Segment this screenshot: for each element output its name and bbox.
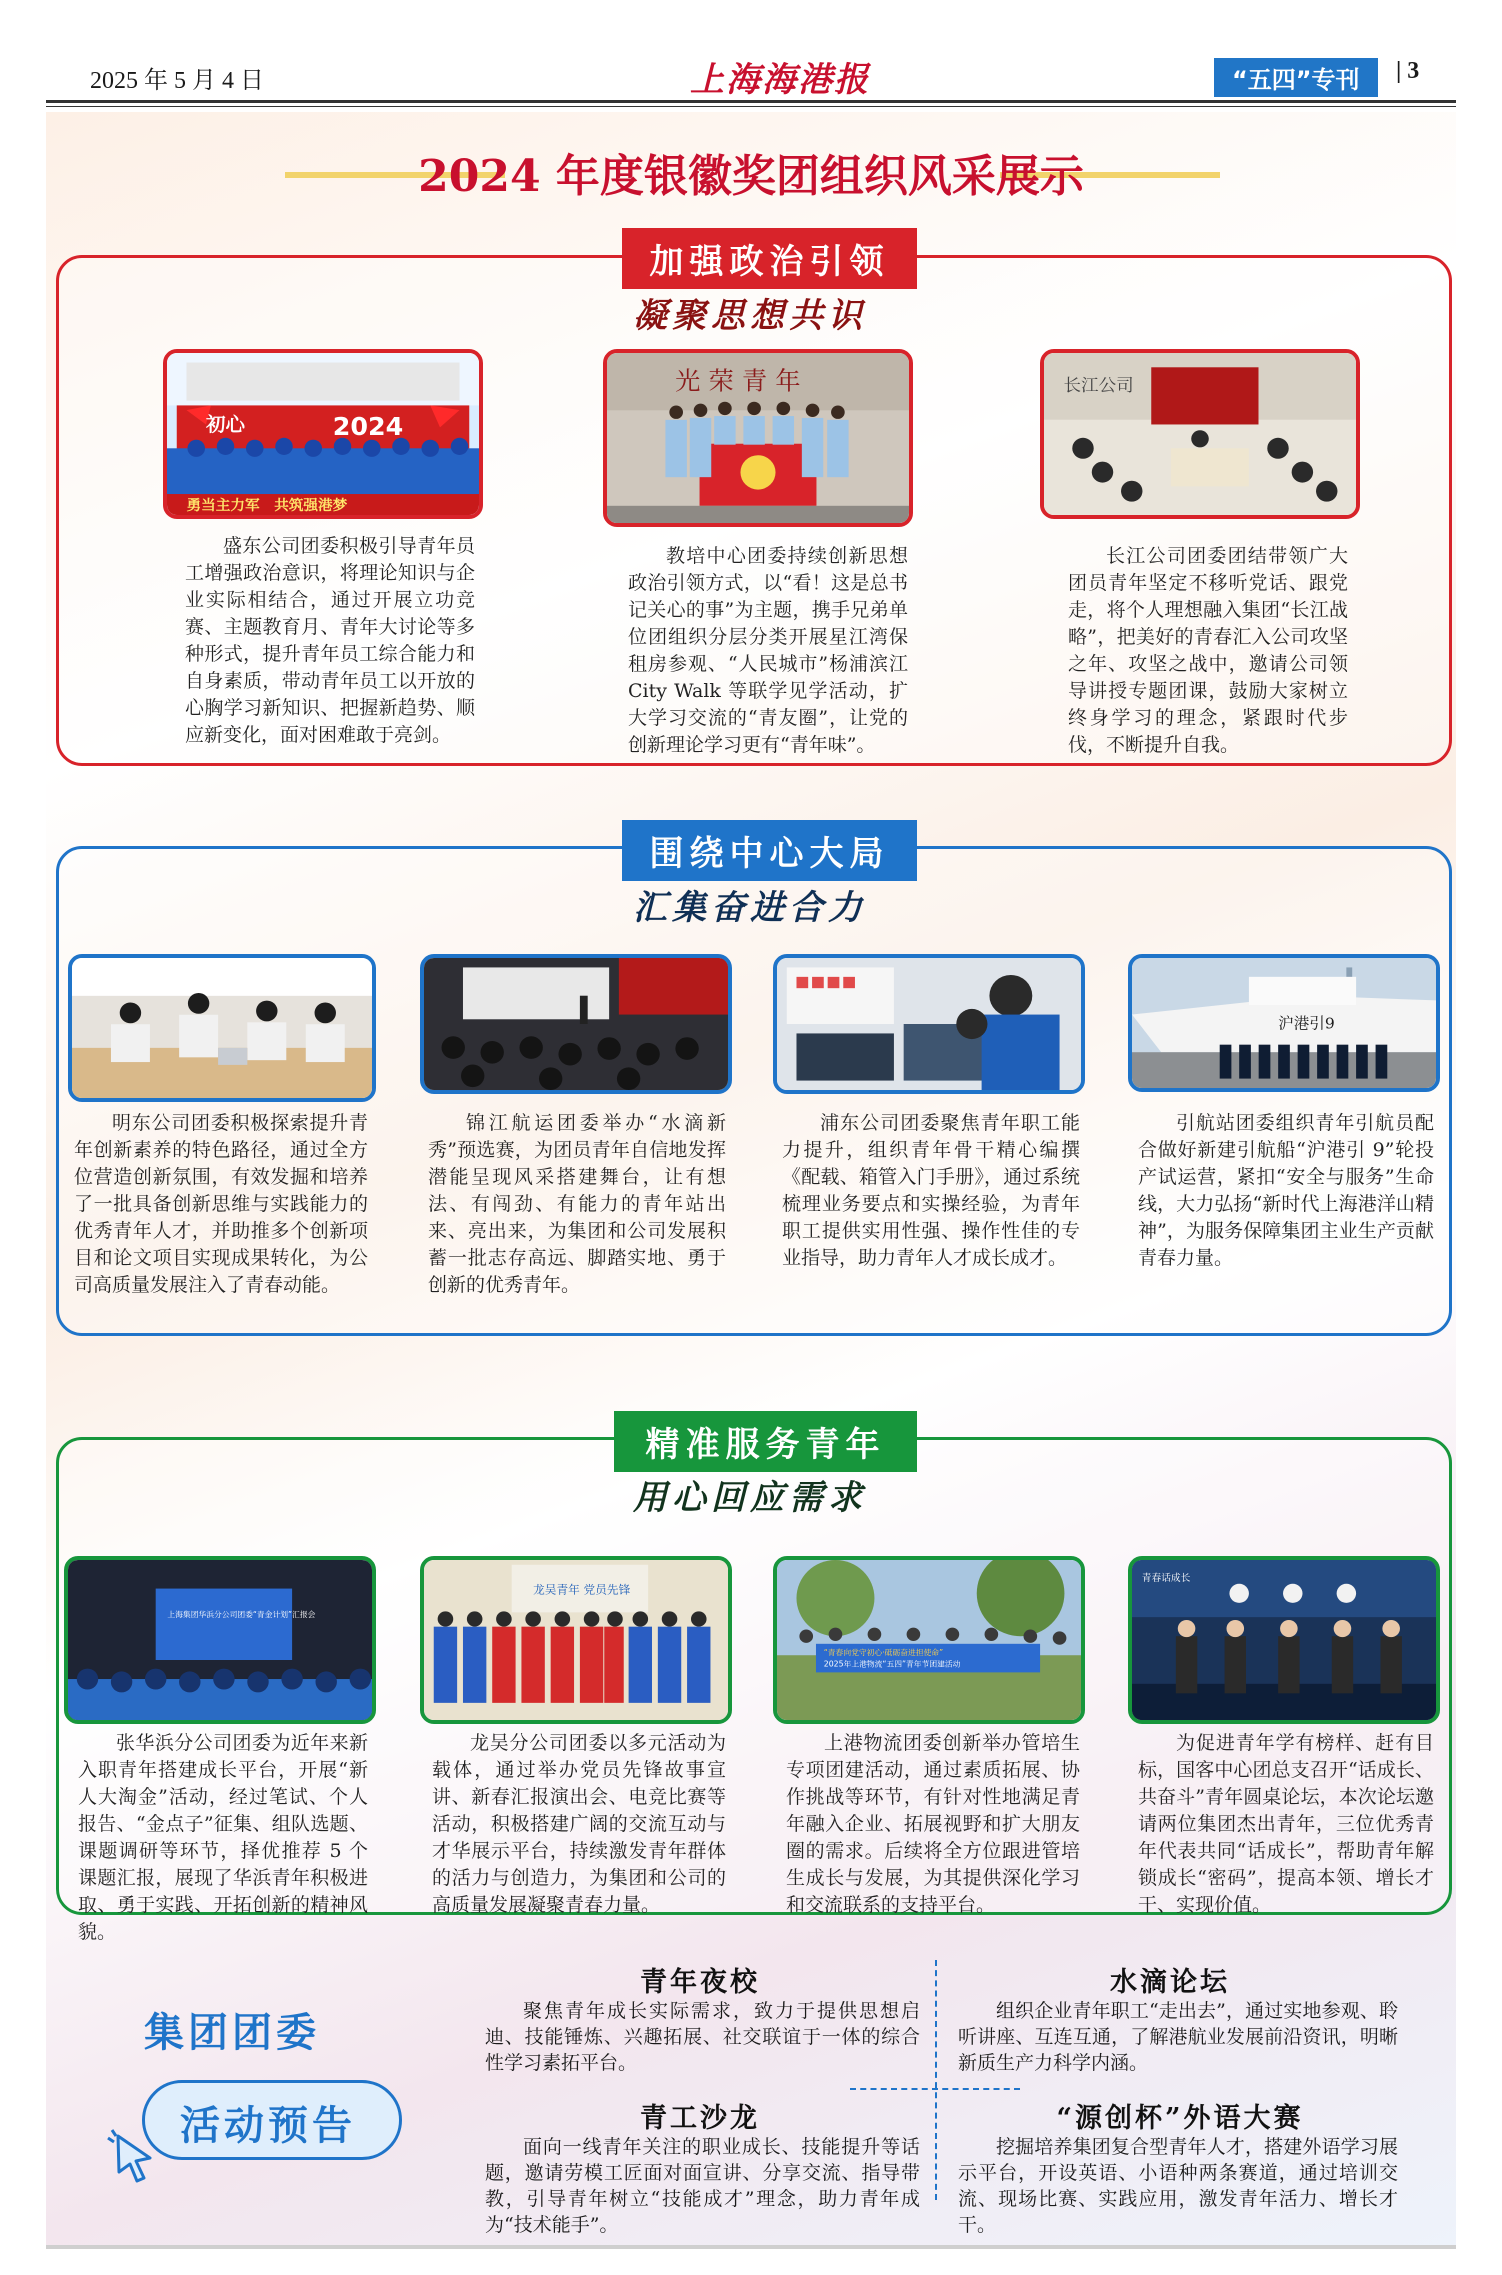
event-title-youth-salon: 青工沙龙 — [640, 2103, 760, 2134]
event-title-water-drop-forum: 水滴论坛 — [1110, 1967, 1230, 1998]
text-pilot-station: 引航站团委组织青年引航员配合做好新建引航船“沪港引 9”轮投产试运营，紧扣“安全与服务”生命线，大力弘扬“新时代上海港洋山精神”，为服务保障集团主业生产贡献青春力量。 — [1138, 1112, 1434, 1269]
text-mingdong: 明东公司团委积极探索提升青年创新素养的特色路径，通过全方位营造创新氛围，有效发掘和培养了一批具备创新思维与实践能力的优秀青年人才，并助推多个创新项目和论文项目实现成果转化，为公司高质量发展注入了青春动能。 — [74, 1112, 368, 1296]
newspaper-masthead: 上海海港报 — [690, 60, 870, 100]
photo-longwu-group — [420, 1556, 732, 1724]
event-text-water-drop-forum: 组织企业青年职工“走出去”，通过实地参观、聆听讲座、互连互通，了解港航业发展前沿资讯，明晰新质生产力科学内涵。 — [958, 2000, 1398, 2074]
text-longwu: 龙吴分公司团委以多元活动为载体，通过举办党员先锋故事宣讲、新春汇报演出会、电竞比赛等活动，积极搭建广阔的交流互动与才华展示平台，持续激发青年群体的活力与创造力，为集团和公司的高质量发展凝聚青春力量。 — [432, 1732, 726, 1916]
photo-1-text-c: 勇当主力军 共筑强港梦 — [186, 498, 348, 515]
photo-logistics-team — [773, 1556, 1085, 1724]
photo-roundtable-forum — [1128, 1556, 1440, 1724]
photo-training-center-flag — [603, 349, 913, 527]
page-number: | 3 — [1396, 58, 1420, 84]
text-training-center: 教培中心团委持续创新思想政治引领方式，以“看！这是总书记关心的事”为主题，携手兄弟单位团组织分层分类开展星江湾保租房参观、“人民城市”杨浦滨江 City Walk 等联学见学活动，扩大学习交流的“青友圈”，让党的创新理论学习更有“青年味”。 — [628, 545, 908, 756]
preview-title-activities: 活动预告 — [180, 2103, 356, 2149]
text-shengdong: 盛东公司团委积极引导青年员工增强政治意识，将理论知识与企业实际相结合，通过开展立功竞赛、主题教育月、青年大讨论等多种形式，提升青年员工综合能力和自身素质，带动青年员工以开放的心胸学习新知识、把握新趋势、顺应新变化，面对困难敢于亮剑。 — [185, 535, 475, 746]
photo-forum-screen-text: 青春话成长 — [1141, 1573, 1191, 1584]
section-1-subtitle: 凝聚思想共识 — [633, 296, 867, 336]
preview-divider-vertical — [935, 1960, 937, 2200]
special-issue-badge: “五四”专刊 — [1214, 58, 1378, 97]
photo-1-text-a: 初心 — [206, 413, 245, 437]
text-logistics: 上港物流团委创新举办管培生专项团建活动，通过素质拓展、协作挑战等环节，有针对性地满足青年融入企业、拓展视野和扩大朋友圈的需求。后续将全方位跟进管培生成长与发展，为其提供深化学习和交流联系的支持平台。 — [786, 1732, 1080, 1916]
preview-title-league: 集团团委 — [144, 2010, 320, 2056]
event-text-language-contest: 挖掘培养集团复合型青年人才，搭建外语学习展示平台，开设英语、小语种两条赛道，通过培训交流、现场比赛、实践应用，激发青年活力、增长才干。 — [958, 2136, 1398, 2236]
section-3-banner: 精准服务青年 — [614, 1411, 917, 1472]
photo-1-text-b: 2024 — [332, 412, 404, 441]
photo-zhanghuabang-meeting — [64, 1556, 376, 1724]
photo-mingdong-discussion — [68, 954, 376, 1102]
text-jinjiang: 锦江航运团委举办“水滴新秀”预选赛，为团员青年自信地发挥潜能呈现风采搭建舞台，让有想法、有闯劲、有能力的青年站出来、亮出来，为集团和公司发展积蓄一批志存高远、脚踏实地、勇于创新的优秀青年。 — [428, 1112, 726, 1296]
issue-date: 2025 年 5 月 4 日 — [90, 68, 264, 94]
section-2-banner: 围绕中心大局 — [622, 820, 917, 881]
photo-pilot-ship — [1128, 954, 1440, 1092]
photo-changjiang-meeting — [1040, 349, 1360, 519]
photo-2-wall-text: 光 荣 青 年 — [675, 366, 801, 396]
preview-divider-horizontal — [850, 2088, 1020, 2090]
text-pudong: 浦东公司团委聚焦青年职工能力提升，组织青年骨干精心编撰《配载、箱管入门手册》，通过系统梳理业务要点和实操经验，为青年职工提供实用性强、操作性佳的专业指导，助力青年人才成长成才。 — [782, 1112, 1080, 1269]
event-text-night-school: 聚焦青年成长实际需求，致力于提供思想启迪、技能锤炼、兴趣拓展、社交联谊于一体的综合性学习素拓平台。 — [485, 2000, 920, 2074]
footer-rule — [46, 2245, 1456, 2249]
photo-3-wall-text: 长江公司 — [1063, 376, 1134, 397]
text-zhanghuabang: 张华浜分公司团委为近年来新入职青年搭建成长平台，开展“新人大淘金”活动，经过笔试、个人报告、“金点子”征集、组队选题、课题调研等环节，择优推荐 5 个课题汇报，展现了华浜青年积极进取、勇于实践、开拓创新的精神风貌。 — [78, 1732, 368, 1943]
section-2-subtitle: 汇集奋进合力 — [633, 888, 867, 928]
text-changjiang: 长江公司团委团结带领广大团员青年坚定不移听党话、跟党走，将个人理想融入集团“长江战略”，把美好的青春汇入公司攻坚之年、攻坚之战中，邀请公司领导讲授专题团课，鼓励大家树立终身学习的理念，紧跟时代步伐，不断提升自我。 — [1068, 545, 1348, 756]
photo-longwu-board: 龙吴青年 党员先锋 — [533, 1582, 631, 1597]
photo-hall-screen-text: 上海集团华浜分公司团委“青金计划”汇报会 — [167, 1610, 316, 1620]
header-rule-thin — [46, 106, 1456, 107]
section-1-banner: 加强政治引领 — [622, 228, 917, 289]
photo-jinjiang-contest — [420, 954, 732, 1094]
event-text-youth-salon: 面向一线青年关注的职业成长、技能提升等话题，邀请劳模工匠面对面宣讲、分享交流、指导带教，引导青年树立“技能成才”理念，助力青年成为“技术能手”。 — [485, 2136, 920, 2236]
header-rule — [46, 100, 1456, 103]
photo-shengdong-rally — [163, 349, 483, 519]
photo-ship-name: 沪港引9 — [1278, 1014, 1335, 1033]
main-title: 2024 年度银徽奖团组织风采展示 — [418, 151, 1084, 202]
photo-pudong-screens — [773, 954, 1085, 1094]
photo-banner-line-2: 2025年上港物流“五四”青年节团建活动 — [823, 1659, 961, 1669]
cursor-click-icon — [104, 2128, 164, 2188]
event-title-language-contest: “源创杯”外语大赛 — [1056, 2103, 1304, 2134]
section-3-subtitle: 用心回应需求 — [633, 1478, 867, 1518]
event-title-night-school: 青年夜校 — [640, 1967, 760, 1998]
text-roundtable: 为促进青年学有榜样、赶有目标，国客中心团总支召开“话成长、共奋斗”青年圆桌论坛，本次论坛邀请两位集团杰出青年，三位优秀青年代表共同“话成长”，帮助青年解锁成长“密码”，提高本领、增长才干、实现价值。 — [1138, 1732, 1434, 1916]
photo-banner-line-1: “青春向党守初心·砥砺奋进担使命” — [823, 1648, 944, 1658]
